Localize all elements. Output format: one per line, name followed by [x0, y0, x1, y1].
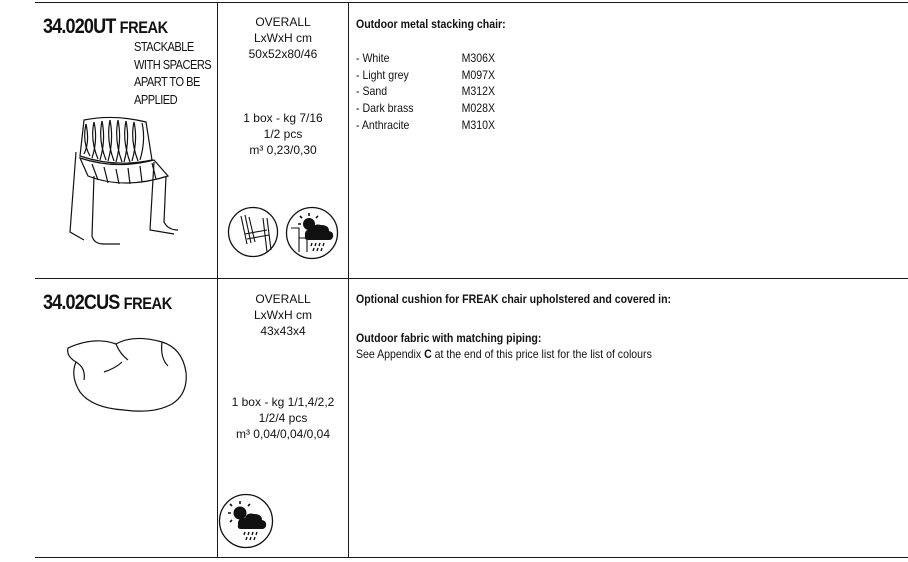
- outdoor-weather-icon: [285, 206, 339, 260]
- appendix-note: [356, 346, 652, 363]
- appendix-prefix: See Appendix: [356, 347, 425, 361]
- packaging-block: [218, 110, 348, 158]
- product-code: [43, 15, 168, 39]
- dims-value: 43x43x4: [260, 324, 306, 338]
- color-code: M097X: [461, 67, 496, 82]
- product-model-name: FREAK: [123, 294, 172, 313]
- note-line: WITH SPACERS: [134, 56, 212, 72]
- note-line: STACKABLE: [134, 39, 194, 54]
- color-row: [356, 67, 506, 84]
- overall-label: OVERALL: [255, 15, 311, 29]
- color-row: [356, 100, 506, 117]
- product-model-name: FREAK: [119, 18, 168, 37]
- cushion-drawing: [64, 332, 194, 418]
- packaging-block: [218, 394, 348, 442]
- description-title: Outdoor metal stacking chair:: [356, 17, 506, 31]
- overall-label: OVERALL: [255, 292, 311, 306]
- box-weight: 1 box - kg 1/1,4/2,2: [231, 395, 335, 409]
- row-divider-bottom: [35, 557, 908, 558]
- appendix-letter: C: [424, 347, 432, 361]
- fabric-title: Outdoor fabric with matching piping:: [356, 331, 542, 345]
- note-line: APART TO BE: [134, 74, 200, 89]
- color-row: [356, 50, 506, 67]
- column-divider-2: [348, 2, 349, 558]
- pieces-per-box: 1/2 pcs: [263, 127, 303, 141]
- appendix-suffix: at the end of this price list for the list of colours: [431, 347, 652, 361]
- note-line: APPLIED: [134, 91, 178, 107]
- color-row: [356, 83, 506, 100]
- description-title: Optional cushion for FREAK chair upholstered and covered in:: [356, 292, 672, 306]
- stacking-note: [134, 38, 211, 108]
- product-code-number: 34.020UT: [43, 15, 116, 38]
- dimensions-block: [218, 14, 348, 62]
- dims-label: LxWxH cm: [254, 308, 312, 322]
- row-divider-top: [35, 2, 908, 3]
- column-divider-1: [217, 2, 218, 558]
- dims-value: 50x52x80/46: [248, 47, 318, 61]
- color-name: - Anthracite: [356, 117, 410, 132]
- color-list: [356, 50, 506, 133]
- color-name: - Dark brass: [356, 101, 414, 116]
- color-name: - Sand: [356, 84, 388, 99]
- dimensions-block: [218, 291, 348, 339]
- chair-drawing: [64, 112, 184, 252]
- outdoor-weather-icon: [218, 493, 274, 549]
- box-volume: m³ 0,04/0,04/0,04: [235, 427, 331, 441]
- product-code: [43, 291, 172, 315]
- color-code: M306X: [461, 51, 496, 65]
- product-code-number: 34.02CUS: [43, 291, 120, 314]
- color-row: [356, 117, 506, 134]
- dims-label: LxWxH cm: [254, 31, 312, 45]
- stacking-chair-icon: [227, 206, 279, 258]
- box-volume: m³ 0,23/0,30: [249, 143, 317, 157]
- color-code: M310X: [461, 117, 496, 132]
- color-code: M312X: [461, 84, 496, 99]
- row-divider-middle: [35, 278, 908, 279]
- color-name: - White: [356, 51, 390, 65]
- color-code: M028X: [461, 101, 496, 116]
- color-name: - Light grey: [356, 67, 409, 82]
- box-weight: 1 box - kg 7/16: [243, 111, 323, 125]
- pieces-per-box: 1/2/4 pcs: [258, 411, 308, 425]
